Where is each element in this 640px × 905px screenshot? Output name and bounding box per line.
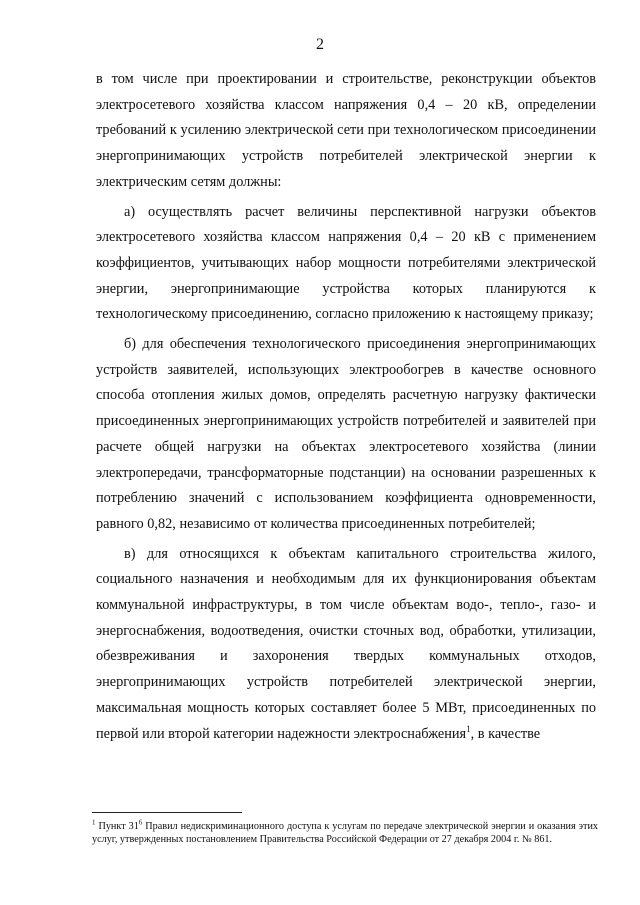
paragraph-v-tail: , в качестве (470, 725, 541, 742)
footnote-text-start: Пункт 31 (98, 821, 139, 832)
paragraph-a: а) осуществлять расчет величины перспективной нагрузки объектов электросетевого хозяйства классом напряжения 0,4 – 20 кВ с применением коэффициентов, учитывающих набор мощности потребителями электрической энергии, энергопринимающие устройства которых планируются к технологическому присоединению, согласно приложению к настоящему приказу; (96, 203, 596, 323)
footnote-divider (92, 812, 242, 813)
document-body (96, 67, 596, 747)
paragraph-b: б) для обеспечения технологического присоединения энергопринимающих устройств заявителей, использующих электрообогрев в качестве основного способа отопления жилых домов, определять расчетную нагрузку фактически присоединенных энергопринимающих устройств потребителей и заявителей при расчете общей нагрузки на объектах электросетевого хозяйства (линии электропередачи, трансформаторные подстанции) на основании разрешенных к потреблению значений с использованием коэффициента одновременности, равного 0,82, независимо от количества присоединенных потребителей; (96, 336, 596, 532)
footnote-text-superscript: 6 (138, 818, 143, 827)
paragraph-intro: в том числе при проектировании и строительстве, реконструкции объектов электросетевого хозяйства классом напряжения 0,4 – 20 кВ, определении требований к усилению электрической сети при технологическом присоединении энергопринимающих устройств потребителей электрической энергии к электрическим сетям должны: (96, 71, 596, 190)
footnote (92, 820, 598, 846)
paragraph-v-text: в) для относящихся к объектам капитального строительства жилого, социального назначения и необходимым для их функционирования объектам коммунальной инфраструктуры, в том числе объектам водо-, тепло-, газо- и энергоснабжения, водоотведения, очистки сточных вод, обработки, утилизации, обезвреживания и захоронения твердых коммунальных отходов, энергопринимающих устройств потребителей электрической энергии, максимальная мощность которых составляет более 5 МВт, присоединенных по первой или второй категории надежности электроснабжения (96, 545, 596, 742)
page-number: 2 (316, 36, 324, 53)
footnote-text-rest: Правил недискриминационного доступа к услугам по передаче электрической энергии и оказания этих услуг, утвержденных постановлением Правительства Российской Федерации от 27 декабря 2004 г. № 861. (92, 821, 599, 845)
footnote-reference: 1 (466, 723, 471, 734)
footnote-mark: 1 (92, 818, 96, 827)
paragraph-v (96, 542, 596, 748)
